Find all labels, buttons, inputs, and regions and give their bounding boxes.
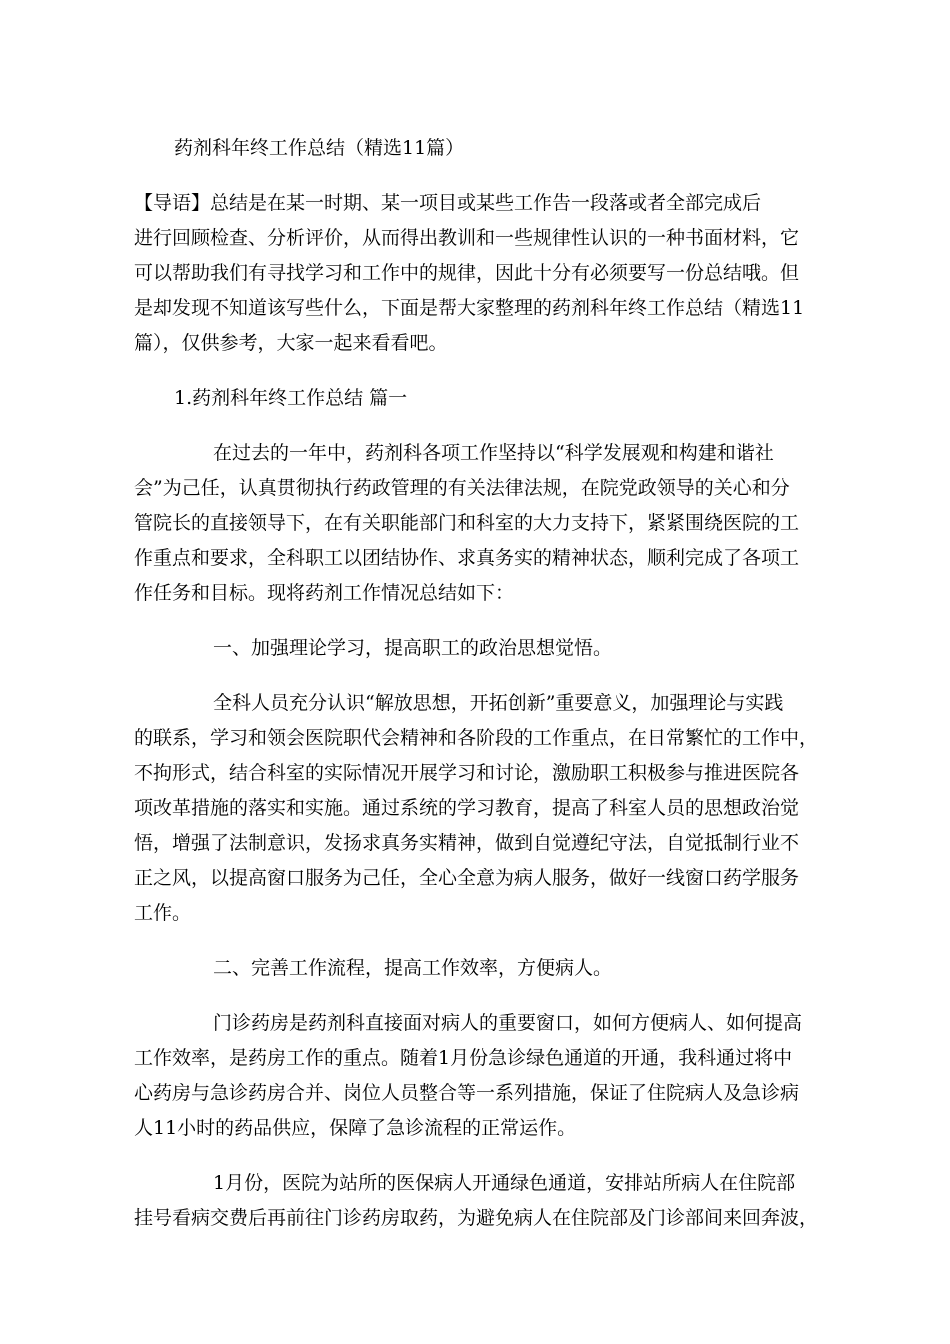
intro-line-4: 是却发现不知道该写些什么，下面是帮大家整理的药剂科年终工作总结（精选11: [134, 297, 805, 319]
intro-line-2: 进行回顾检查、分析评价，从而得出教训和一些规律性认识的一种书面材料，它: [134, 227, 800, 249]
para4-line-1: 1月份，医院为站所的医保病人开通绿色通道，安排站所病人在住院部: [213, 1172, 796, 1194]
intro-line-5: 篇），仅供参考，大家一起来看看吧。: [134, 332, 448, 354]
para2-line-5: 悟，增强了法制意识，发扬求真务实精神，做到自觉遵纪守法，自觉抵制行业不: [134, 832, 800, 854]
para3-line-1: 门诊药房是药剂科直接面对病人的重要窗口，如何方便病人、如何提高: [213, 1012, 803, 1034]
para1-line-4: 作重点和要求，全科职工以团结协作、求真务实的精神状态，顺利完成了各项工: [134, 547, 800, 569]
section1-heading: 1.药剂科年终工作总结 篇一: [174, 387, 408, 409]
para1-line-1: 在过去的一年中，药剂科各项工作坚持以“科学发展观和构建和谐社: [213, 442, 774, 464]
intro-line-1: 【导语】总结是在某一时期、某一项目或某些工作告一段落或者全部完成后: [134, 192, 762, 214]
para1-line-5: 作任务和目标。现将药剂工作情况总结如下：: [134, 582, 515, 604]
para1-line-2: 会”为己任，认真贯彻执行药政管理的有关法律法规，在院党政领导的关心和分: [134, 477, 790, 499]
para2-line-2: 的联系，学习和领会医院职代会精神和各阶段的工作重点，在日常繁忙的工作中，: [134, 727, 819, 749]
document-title: 药剂科年终工作总结（精选11篇）: [174, 137, 465, 159]
para4-line-2: 挂号看病交费后再前往门诊药房取药，为避免病人在住院部及门诊部间来回奔波，: [134, 1207, 819, 1229]
para2-line-6: 正之风，以提高窗口服务为己任，全心全意为病人服务，做好一线窗口药学服务: [134, 867, 800, 889]
subheading-2: 二、完善工作流程，提高工作效率，方便病人。: [213, 957, 613, 979]
intro-line-3: 可以帮助我们有寻找学习和工作中的规律，因此十分有必须要写一份总结哦。但: [134, 262, 800, 284]
para1-line-3: 管院长的直接领导下，在有关职能部门和科室的大力支持下，紧紧围绕医院的工: [134, 512, 800, 534]
para3-line-4: 人11小时的药品供应，保障了急诊流程的正常运作。: [134, 1117, 577, 1139]
para2-line-7: 工作。: [134, 902, 192, 924]
para3-line-2: 工作效率，是药房工作的重点。随着1月份急诊绿色通道的开通，我科通过将中: [134, 1047, 793, 1069]
subheading-1: 一、加强理论学习，提高职工的政治思想觉悟。: [213, 637, 613, 659]
para2-line-1: 全科人员充分认识“解放思想，开拓创新”重要意义，加强理论与实践: [213, 692, 784, 714]
para2-line-3: 不拘形式，结合科室的实际情况开展学习和讨论，激励职工积极参与推进医院各: [134, 762, 800, 784]
para3-line-3: 心药房与急诊药房合并、岗位人员整合等一系列措施，保证了住院病人及急诊病: [134, 1082, 800, 1104]
para2-line-4: 项改革措施的落实和实施。通过系统的学习教育，提高了科室人员的思想政治觉: [134, 797, 800, 819]
